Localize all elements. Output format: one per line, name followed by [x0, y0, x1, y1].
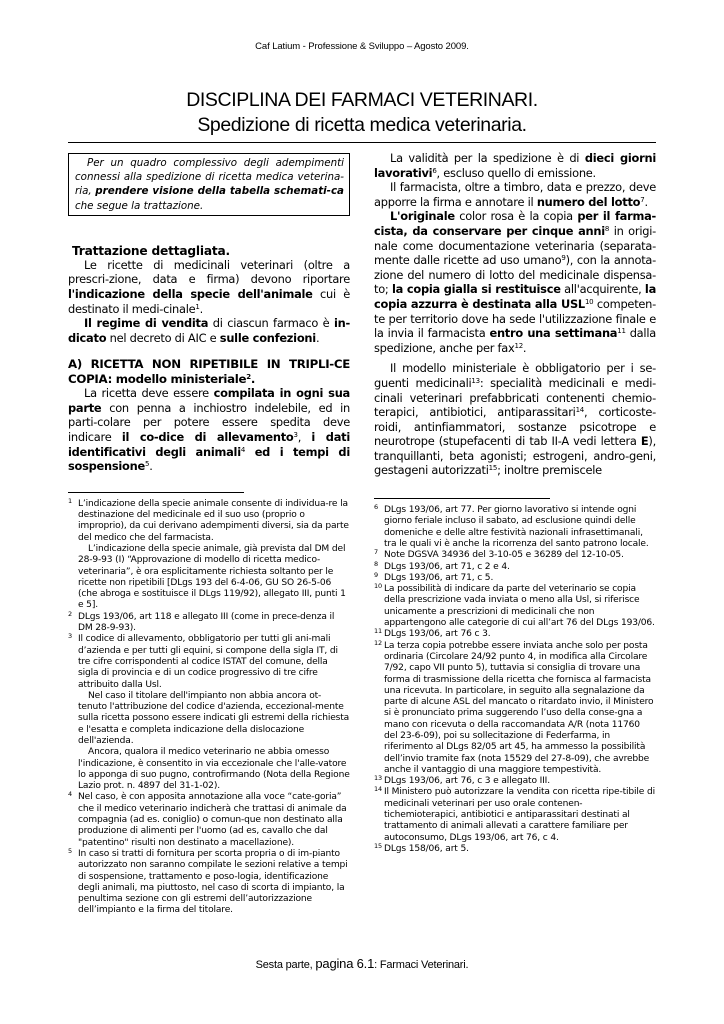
section-heading-ricetta: A) RICETTA NON RIPETIBILE IN TRIPLI-CE COPIA: modello ministeriale$^2$. — [68, 357, 350, 386]
footnote: 14 Il Ministero può autorizzare la vendita con ricetta ripe-tibile di medicinali veterinari per uso orale contenen-tichemioterapici, antibiotici e antiparassitari destinati al trattamento di animali allevati a carattere familiare per autoconsumo, DLgs 193/06, art 76, c 4. — [374, 785, 655, 843]
right-body — [374, 151, 656, 478]
footnote-ref: 10 — [584, 297, 594, 306]
footnote-ref: 8 — [604, 224, 610, 233]
page-number: pagina 6.1 — [315, 956, 375, 971]
footnote: 5 In caso si tratti di fornitura per scorta propria o di im-pianto autorizzato non saranno compilate le sezioni relative a tempi di sospensione, trattamento e poso-logia, identificazione degli animali, ma piuttosto, nel caso di scorta di impianto, la penultima sezione con gli estremi dell’autorizzazione dell’impianto e la firma del titolare. — [68, 846, 348, 916]
title-line-2: Spedizione di ricetta medica veterinaria. — [197, 114, 527, 136]
footnote-ref: 6 — [432, 166, 437, 175]
footnote-ref: 5 — [144, 460, 150, 469]
paragraph: La validità per la spedizione è di dieci giorni lavorativi$^6$, escluso quello di emissione. — [374, 151, 656, 180]
footnote: 9 DLgs 193/06, art 71, c 5. — [374, 570, 494, 583]
footnote-ref: 12 — [514, 341, 523, 350]
footnote-ref: 11 — [617, 327, 626, 336]
right-column — [374, 150, 656, 855]
footnote: 8 DLgs 193/06, art 71, c 2 e 4. — [374, 559, 510, 572]
footnote: 1 L’indicazione della specie animale consente di individua-re la destinazione del medicinale ed il suo uso (proprio o improprio), da cui derivano adempimenti diversi, sia da parte del medico che del farmacista. L’indicazione della specie animale, già prevista dal DM del 28-9-93 (I) “Approvazione di modello di ricetta medico-veterinaria”, è ora esplicitamente richiesta soltanto per le ricette non ripetibili [DLgs 193 del 6-4-06, GU SO 26-5-06 (che abroga e sostituisce il DLgs 119/92), allegato III, punti 1 e 5]. — [68, 496, 349, 611]
footnote-ref: 9 — [561, 254, 566, 263]
footnote: 6 DLgs 193/06, art 77. Per giorno lavorativo si intende ogni giorno feriale incluso il sabato, ad esclusione quindi delle domeniche e delle altre festività nazionali infrasettimanali, tra le quali vi è anche la ricorrenza del santo patrono locale. — [374, 503, 649, 549]
footnote-ref: 2 — [246, 372, 251, 381]
paragraph: Il regime di vendita di ciascun farmaco è in-dicato nel decreto di AIC e sulle confezioni. — [68, 316, 350, 345]
footnote: 11 DLgs 193/06, art 76 c 3. — [374, 627, 491, 640]
intro-box-emphasis: prendere visione della tabella schemati-ca — [95, 185, 344, 198]
footnote-ref: 3 — [293, 430, 298, 439]
footnote-ref: 7 — [640, 195, 645, 204]
paragraph: L'originale color rosa è la copia per il farma-cista, da conservare per cinque anni$^8$ in origi-nale come documentazione veterinaria (separata-mente dalle ricette ad uso umano$^9$), con la annota-zione del numero di lotto del medicinale dispensa-to; la copia gialla si restituisce all'acquirente, la copia azzurra è destinata alla USL$^{10}$ competen-te per territorio dove ha sede l'utilizzazione finale e la invia il farmacista entro una settimana$^{11}$ dalla spedizione, anche per fax$^{12}$. — [374, 209, 657, 355]
section-heading-trattazione: Trattazione dettagliata. — [72, 243, 230, 258]
footnote-ref: 15 — [488, 464, 498, 473]
paragraph: Il modello ministeriale è obbligatorio per i se-guenti medicinali$^{13}$: specialità medicinali e medi-cinali veterinari prefabbricati contenenti chemio-terapici, antibiotici, antiparassitari$^{14}$, corticoste-roidi, antinfiammatori, sostanze psicotrope e neurotrope (stupefacenti di tab II-A vedi lettera E), tranquillanti, beta agonisti; estrogeni, andro-geni, gestageni autorizzati$^{15}$; inoltre premiscele — [374, 361, 656, 478]
paragraph: La ricetta deve essere compilata in ogni sua parte con penna a inchiostro indelebile, ed in parti-colare per potere essere spedita deve indicare il co-dice di allevamento$^3$, i dati identificativi degli animali$^4$ ed i tempi di sospensione$^5$. — [68, 386, 350, 474]
intro-box-text: Per un quadro complessivo degli adempimenti connessi alla spedizione di ricetta medica veterina-ria, — [75, 157, 344, 198]
paragraph: Le ricette di medicinali veterinari (oltre a prescri-zione, data e firma) devono riportare l'indicazione della specie dell'animale cui è destinato il medi-cinale$^1$. — [68, 257, 351, 316]
left-body — [68, 258, 350, 346]
footnote-divider — [374, 498, 550, 499]
intro-box — [68, 153, 350, 216]
title-divider — [68, 142, 656, 143]
document-title — [0, 88, 724, 138]
footnote: 13 DLgs 193/06, art 76, c 3 e allegato III. — [374, 774, 550, 787]
intro-box-text-end: che segue la trattazione. — [75, 199, 204, 212]
footnote-ref: 1 — [195, 302, 200, 311]
left-body-2 — [68, 386, 350, 474]
footnote: 4 Nel caso, è con apposita annotazione alla voce “cate-goria” che il medico veterinario indicherà che trattasi di animale da compagnia (ad es. coniglio) o comun-que non destinato alla produzione di alimenti per l'uomo (ad es, cavallo che dal "patentino" risulti non destinato a macellazione). — [68, 790, 347, 848]
footnotes-left — [68, 496, 350, 917]
footnote-ref: 14 — [575, 406, 585, 415]
footnote: 15 DLgs 158/06, art 5. — [374, 841, 469, 854]
footnote: 7 Note DGSVA 34936 del 3-10-05 e 36289 del 12-10-05. — [374, 548, 624, 561]
footnote: 2 DLgs 193/06, art 118 e allegato III (come in prece-denza il DM 28-9-93). — [68, 609, 335, 634]
footnote-divider — [68, 492, 244, 493]
footnote: 12 La terza copia potrebbe essere inviata anche solo per posta ordinaria (Circolare 24/92 punto 4, in modifica alla Circolare 7/92, capo VII punto 5), tuttavia si consiglia di trovare una forma di trasmissione della ricetta che fornisca al farmacista una ricevuta. In particolare, in seguito alla segnalazione da parte di alcune ASL del mancato o ritardato invio, il Ministero si è pronunciato prima suggerendo l’uso della conse-gna a mano con ricevuta o della raccomandata A/R (nota 11760 del 23-6-09), poi su sollecitazione di Federfarma, in riferimento al DLgs 82/05 art 45, ha ammesso la possibilità dell’invio tramite fax (nota 15529 del 27-8-09), che avrebbe anche il vantaggio di una maggiore tempestività. — [374, 638, 654, 775]
footnote: 3 Il codice di allevamento, obbligatorio per tutti gli ani-mali d’azienda e per tutti gli equini, si compone della sigla IT, di tre cifre corrispondenti al codice ISTAT del comune, della sigla di provincia e di un codice progressivo di tre cifre attribuito dalla Usl. Nel caso il titolare dell'impianto non abbia ancora ot-tenuto l'attribuzione del codice d'azienda, eccezional-mente sulla ricetta possono essere indicati gli estremi della richiesta e l'esatta e completa indicazione della dislocazione dell'azienda. Ancora, qualora il medico veterinario ne abbia omesso l'indicazione, è consentito in via eccezionale che l'alle-vatore lo apponga di suo pugno, controfirmando (Nota della Regione Lazio prot. n. 4897 del 31-1-02). — [68, 632, 350, 792]
running-header: Caf Latium - Professione & Sviluppo – Agosto 2009. — [255, 41, 469, 52]
footnote-ref: 4 — [240, 445, 246, 454]
footnote: 10 La possibilità di indicare da parte del veterinario se copia della prescrizione vada inviata o meno alla Usl, si riferisce unicamente a prescrizioni di medicinali che non appartengono alle categorie di cui all’art 76 del DLgs 193/06. — [374, 582, 655, 629]
footnotes-right — [374, 505, 656, 855]
left-column — [68, 150, 350, 917]
footnote-ref: 13 — [471, 376, 480, 385]
page-footer: Sesta parte, pagina 6.1: Farmaci Veterinari. — [255, 956, 469, 971]
title-line-1: DISCIPLINA DEI FARMACI VETERINARI. — [186, 89, 538, 111]
paragraph: Il farmacista, oltre a timbro, data e prezzo, deve apporre la firma e annotare il numero del lotto$^7$. — [374, 180, 656, 209]
